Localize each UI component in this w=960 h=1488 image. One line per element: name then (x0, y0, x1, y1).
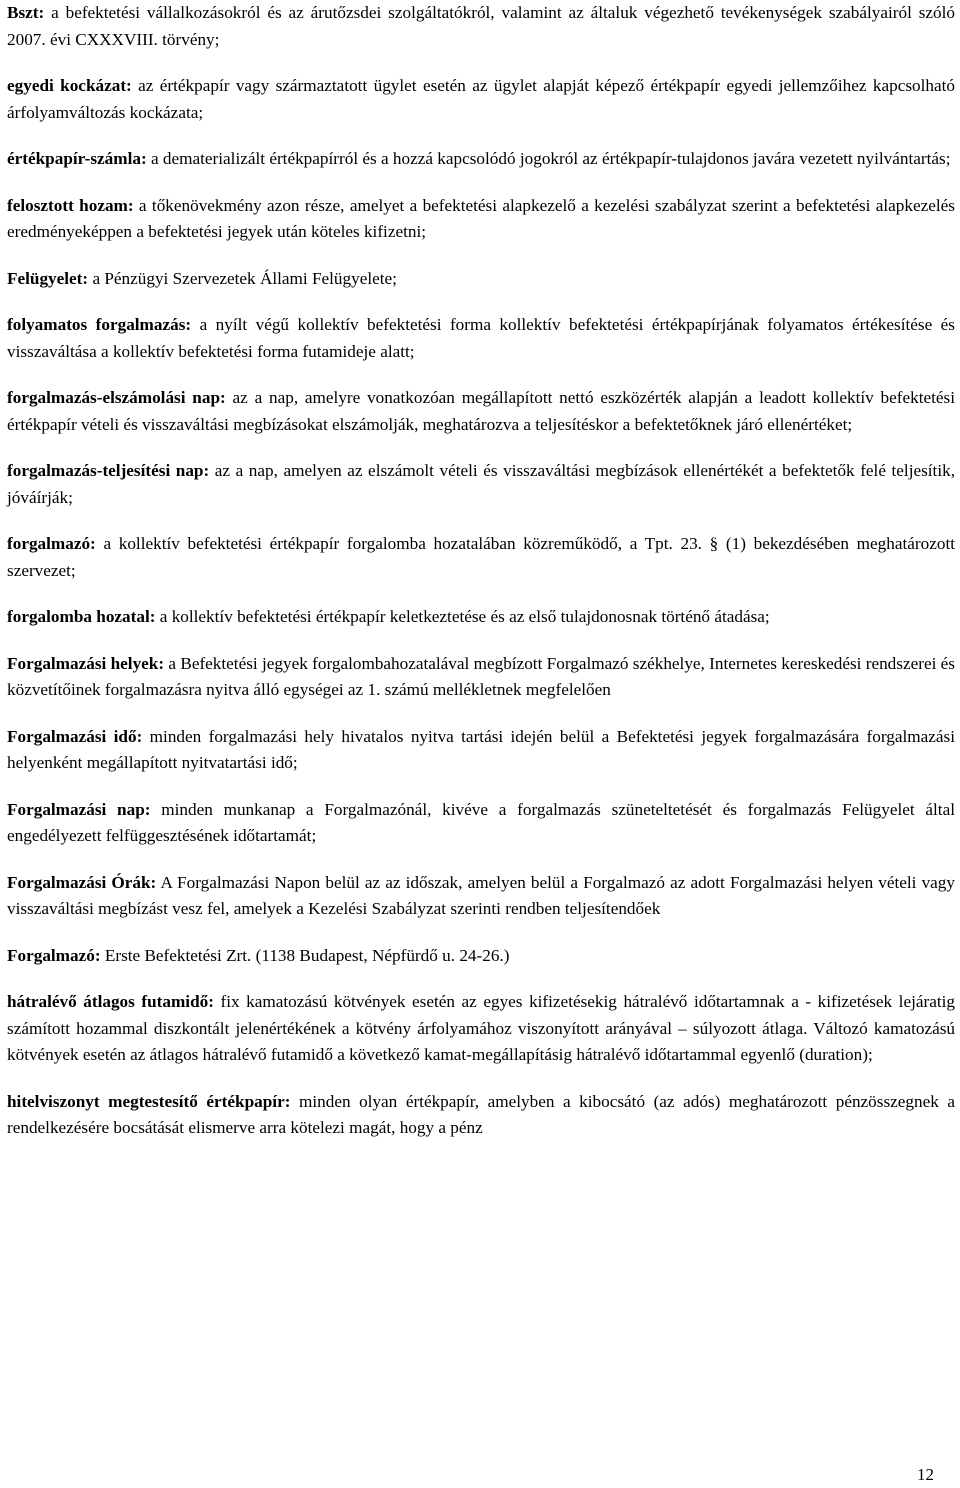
definition-term: forgalmazás-teljesítési nap: (7, 461, 210, 480)
definition-text: minden munkanap a Forgalmazónál, kivéve a forgalmazás szüneteltetését és forgalmazás Felügyelet által engedélyezett felfüggesztésének időtartamát; (7, 799, 955, 845)
definition-text: a dematerializált értékpapírról és a hozzá kapcsolódó jogokról az értékpapír-tulajdonos javára vezetett nyilvántartás; (146, 149, 951, 168)
definition-entry (7, 531, 955, 584)
definition-text: a nyílt végű kollektív befektetési forma kollektív befektetési értékpapírjának folyamatos értékesítése és visszaváltása a kollektív befektetési forma futamideje alatt; (7, 315, 955, 361)
document-page (7, 0, 955, 1142)
definition-entry (7, 385, 955, 438)
definition-term: értékpapír-számla: (7, 149, 147, 168)
definition-text: az értékpapír vagy származtatott ügylet esetén az ügylet alapját képező értékpapír egyedi jellemzőihez kapcsolható árfolyamváltozás kockázata; (7, 76, 955, 122)
definition-term: Felügyelet: (7, 268, 89, 288)
definition-entry (7, 943, 955, 970)
definition-text: a tőkenövekmény azon része, amelyet a befektetési alapkezelő a kezelési szabályzat szerint a befektetési alapkezelés eredményeképpen a befektetési jegyek után köteles kifizetni; (7, 195, 955, 241)
definition-text: A Forgalmazási Napon belül az az időszak, amelyen belül a Forgalmazó az adott Forgalmazási helyen vételi vagy visszaváltási megbízást vesz fel, amelyek a Kezelési Szabályzat szerinti rendben teljesítendőek (7, 872, 955, 918)
definition-text: a Befektetési jegyek forgalombahozatalával megbízott Forgalmazó székhelye, Internetes kereskedési rendszerei és közvetítőinek forgalmazásra nyitva álló egységei az 1. számú mellékletnek megfelelően (7, 653, 955, 699)
definition-text: a kollektív befektetési értékpapír forgalomba hozatalában közreműködő, a Tpt. 23. § (1) bekezdésében meghatározott szervezet; (7, 534, 955, 580)
definition-term: egyedi kockázat: (7, 76, 132, 95)
definition-text: Erste Befektetési Zrt. (1138 Budapest, Népfürdő u. 24-26.) (100, 945, 510, 965)
definition-term: Forgalmazó: (7, 945, 101, 965)
definition-text: az a nap, amelyen az elszámolt vételi és visszaváltási megbízások ellenértékét a befektetők felé teljesítik, jóváírják; (7, 461, 955, 507)
definition-entry (7, 312, 955, 365)
definition-term: folyamatos forgalmazás: (7, 315, 192, 334)
definition-text: fix kamatozású kötvények esetén az egyes kifizetésekig hátralévő időtartamnak a - kifizetések lejáratig számított hozammal diszkontált jelenértékének a kötvény árfolyamához viszonyított arányával – súlyozott átlaga. Változó kamatozású kötvények esetén az átlagos hátralévő futamidő a következő kamat-megállapításig hátralévő időtartammal egyenlő (duration); (7, 992, 955, 1064)
definition-term: forgalomba hozatal: (7, 607, 156, 626)
definition-text: a Pénzügyi Szervezetek Állami Felügyelete; (88, 268, 397, 288)
definition-entry (7, 651, 955, 704)
definition-entry (7, 193, 955, 246)
definition-entry (7, 989, 955, 1069)
definition-term: Forgalmazási nap: (7, 799, 151, 819)
definition-entry (7, 0, 955, 53)
definition-entry (7, 73, 955, 126)
definition-text: minden olyan értékpapír, amelyben a kibocsátó (az adós) meghatározott pénzösszegnek a rendelkezésére bocsátását elismerve arra kötelezi magát, hogy a pénz (7, 1091, 955, 1137)
definition-entry (7, 604, 955, 631)
definition-entry (7, 266, 955, 293)
definition-term: hitelviszonyt megtestesítő értékpapír: (7, 1091, 291, 1111)
definition-text: a kollektív befektetési értékpapír keletkeztetése és az első tulajdonosnak történő átadása; (155, 607, 770, 626)
definition-entry (7, 1089, 955, 1142)
definition-term: hátralévő átlagos futamidő: (7, 992, 214, 1011)
page-number: 12 (917, 1465, 934, 1484)
definition-term: forgalmazás-elszámolási nap: (7, 388, 226, 407)
definition-text: minden forgalmazási hely hivatalos nyitva tartási idején belül a Befektetési jegyek forgalmazására forgalmazási helyenként megállapított nyitvatartási idő; (7, 726, 955, 772)
definition-term: forgalmazó: (7, 534, 96, 553)
definition-term: felosztott hozam: (7, 195, 134, 215)
definition-term: Bszt: (7, 3, 45, 22)
definition-term: Forgalmazási helyek: (7, 653, 165, 673)
definition-text: az a nap, amelyre vonatkozóan megállapított nettó eszközérték alapján a leadott kollektív befektetési értékpapír vételi és visszaváltási megbízásokat elszámolják, meghatározva a teljesítéskor a befektetőknek járó ellenértéket; (7, 388, 955, 434)
definition-entry (7, 146, 955, 173)
definition-entry (7, 724, 955, 777)
definition-term: Forgalmazási Órák: (7, 872, 157, 892)
definition-text: a befektetési vállalkozásokról és az árutőzsdei szolgáltatókról, valamint az általuk végezhető tevékenységek szabályairól szóló 2007. évi CXXXVIII. törvény; (7, 3, 955, 49)
definition-entry (7, 458, 955, 511)
definition-entry (7, 797, 955, 850)
definition-term: Forgalmazási idő: (7, 726, 143, 746)
definition-entry (7, 870, 955, 923)
